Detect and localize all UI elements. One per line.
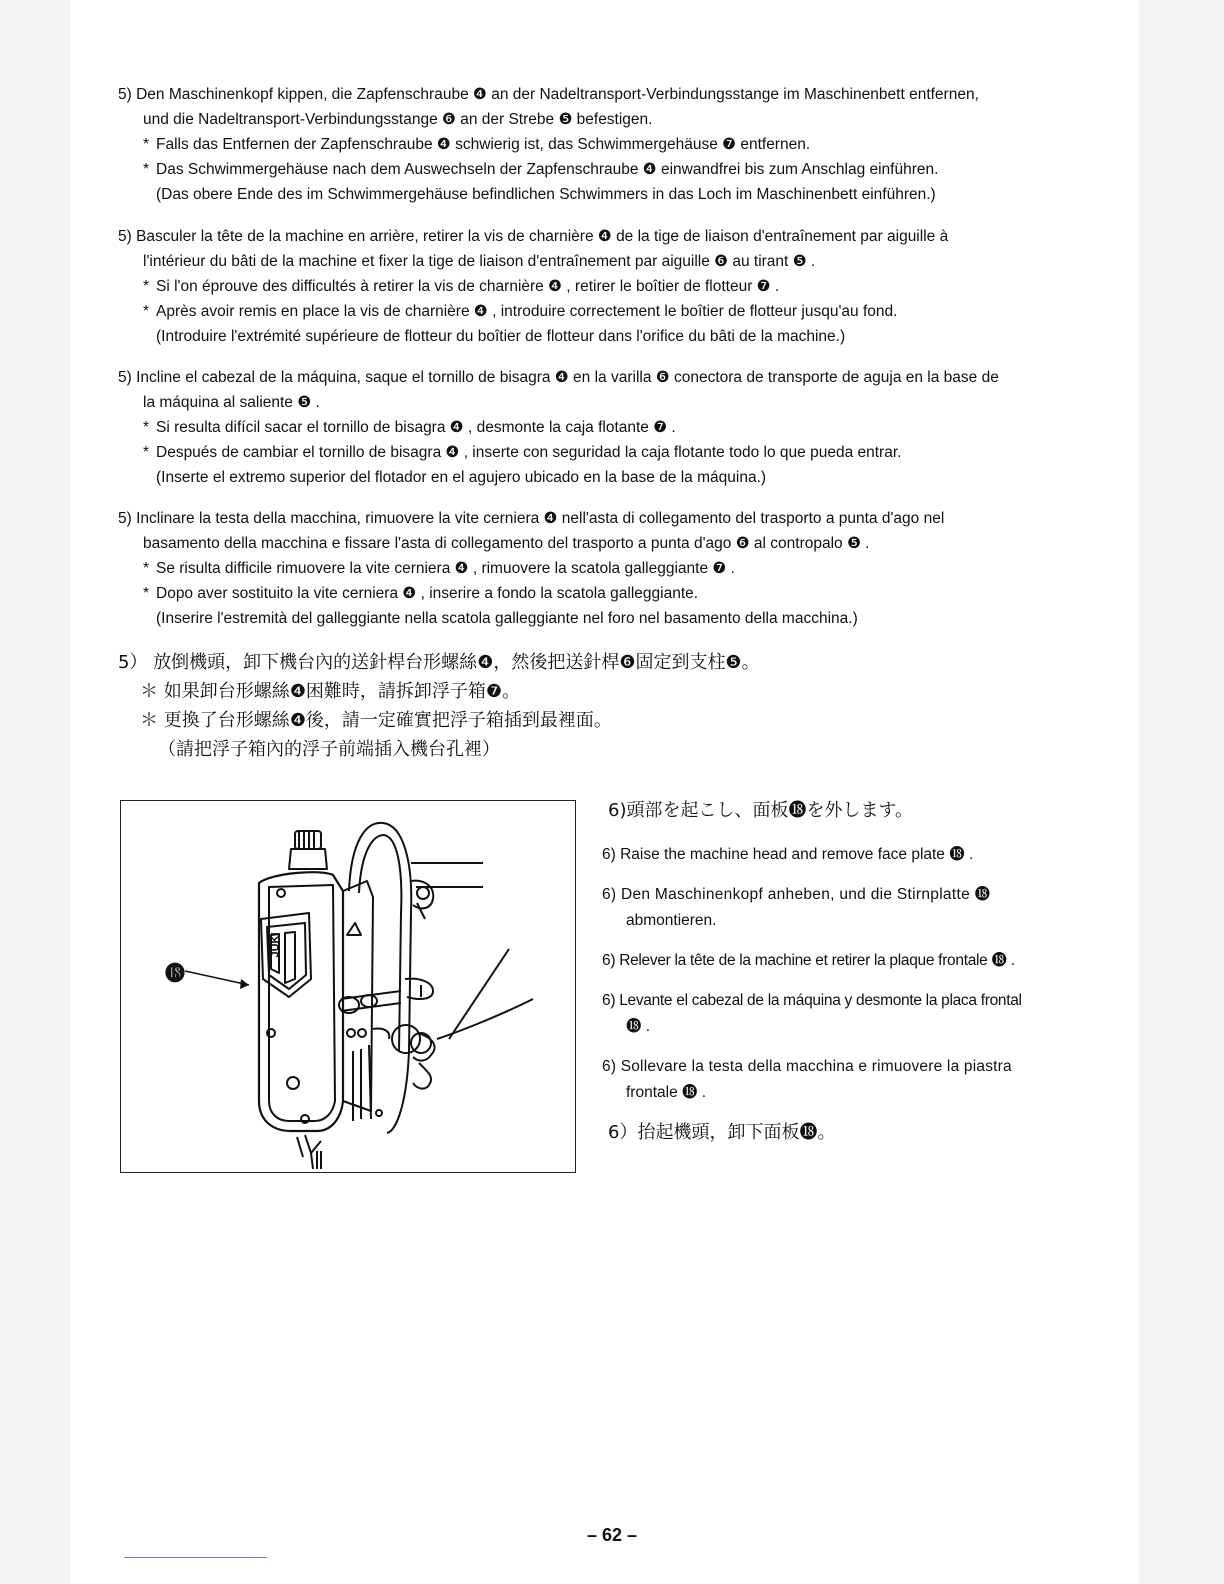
step6-zh: 6）抬起機頭，卸下面板⓲。 (608, 1122, 836, 1143)
step6-ja: 6)頭部を起こし、面板⓲を外します。 (608, 800, 914, 821)
section-french (118, 224, 1078, 349)
bullet-icon: * (143, 303, 150, 320)
step-line: 5) Basculer la tête de la machine en arrière, retirer la vis de charnière ❹ de la tige de liaison d'entraînement par aiguille à (118, 228, 949, 245)
bullet-line: ＊ 更換了台形螺絲❹後，請一定確實把浮子箱插到最裡面。 (140, 710, 612, 731)
step-line: 5) Incline el cabezal de la máquina, saque el tornillo de bisagra ❹ en la varilla ❻ conectora de transporte de aguja en la base de (118, 369, 999, 386)
machine-head-illustration (120, 800, 576, 1173)
step6-es-cont: ⓲ . (626, 1018, 651, 1035)
bullet-icon: * (143, 585, 150, 602)
bullet-icon: * (143, 136, 150, 153)
step6-en: 6) Raise the machine head and remove face plate ⓲ . (602, 846, 974, 863)
page-number: – 62 – (586, 1525, 638, 1545)
section-italian (118, 506, 1078, 631)
section-spanish (118, 365, 1078, 490)
step6-es: 6) Levante el cabezal de la máquina y desmonte la placa frontal (602, 992, 1022, 1009)
bullet-line: * Si resulta difícil sacar el tornillo de bisagra ❹ , desmonte la caja flotante ❼ . (118, 415, 1078, 440)
step6-fr: 6) Relever la tête de la machine et retirer la plaque frontale ⓲ . (602, 952, 1015, 969)
brand-logo-text: JUKI (269, 932, 282, 958)
bullet-icon: * (143, 161, 150, 178)
note-line: （請把浮子箱內的浮子前端插入機台孔裡） (158, 739, 500, 760)
step-line: basamento della macchina e fissare l'asta di collegamento del trasporto a punta d'ago ❻ al contropalo ❺ . (143, 535, 870, 552)
bullet-line: * Après avoir remis en place la vis de charnière ❹ , introduire correctement le boîtier de flotteur jusqu'au fond. (118, 299, 1078, 324)
section-german (118, 82, 1078, 207)
bullet-icon: * (143, 444, 150, 461)
step-line: und die Nadeltransport-Verbindungsstange ❻ an der Strebe ❺ befestigen. (143, 111, 653, 128)
section-chinese (118, 648, 760, 764)
step6-it: 6) Sollevare la testa della macchina e rimuovere la piastra (602, 1058, 1012, 1075)
bullet-icon: * (143, 560, 150, 577)
asterisk-icon: ＊ (140, 681, 158, 702)
bullet-icon: * (143, 419, 150, 436)
step-line: la máquina al saliente ❺ . (143, 394, 320, 411)
scan-edge-left (0, 0, 70, 1584)
sewing-machine-head-drawing (121, 801, 577, 1174)
footer-rule (124, 1557, 267, 1558)
bullet-line: * Si l'on éprouve des difficultés à retirer la vis de charnière ❹ , retirer le boîtier de flotteur ❼ . (118, 274, 1078, 299)
bullet-line: * Falls das Entfernen der Zapfenschraube ❹ schwierig ist, das Schwimmergehäuse ❼ entfernen. (118, 132, 1078, 157)
step6-de-cont: abmontieren. (626, 912, 717, 929)
note-line: (Introduire l'extrémité supérieure de flotteur du boîtier de flotteur dans l'orifice du bâti de la machine.) (156, 328, 846, 345)
step-line: 5) Inclinare la testa della macchina, rimuovere la vite cerniera ❹ nell'asta di collegamento del trasporto a punta d'ago nel (118, 510, 945, 527)
note-line: (Inserire l'estremità del galleggiante nella scatola galleggiante nel foro nel basamento della macchina.) (156, 610, 858, 627)
callout-label: ⓲ (165, 963, 185, 985)
step-line: 5) Den Maschinenkopf kippen, die Zapfenschraube ❹ an der Nadeltransport-Verbindungsstange im Maschinenbett entfernen, (118, 86, 979, 103)
bullet-line: ＊ 如果卸台形螺絲❹困難時，請拆卸浮子箱❼。 (140, 681, 521, 702)
asterisk-icon: ＊ (140, 710, 158, 731)
bullet-line: * Se risulta difficile rimuovere la vite cerniera ❹ , rimuovere la scatola galleggiante ❼ . (118, 556, 1078, 581)
bullet-line: * Después de cambiar el tornillo de bisagra ❹ , inserte con seguridad la caja flotante todo lo que pueda entrar. (118, 440, 1078, 465)
scan-edge-right (1139, 0, 1224, 1584)
bullet-line: * Dopo aver sostituito la vite cerniera ❹ , inserire a fondo la scatola galleggiante. (118, 581, 1078, 606)
step6-de: 6) Den Maschinenkopf anheben, und die Stirnplatte ⓲ (602, 886, 991, 903)
note-line: (Inserte el extremo superior del flotador en el agujero ubicado en la base de la máquina.) (156, 469, 767, 486)
note-line: (Das obere Ende des im Schwimmergehäuse befindlichen Schwimmers in das Loch im Maschinenbett einführen.) (156, 186, 936, 203)
step-line: 5） 放倒機頭，卸下機台內的送針桿台形螺絲❹，然後把送針桿❻固定到支柱❺。 (118, 652, 760, 673)
bullet-line: * Das Schwimmergehäuse nach dem Auswechseln der Zapfenschraube ❹ einwandfrei bis zum Anschlag einführen. (118, 157, 1078, 182)
step-line: l'intérieur du bâti de la machine et fixer la tige de liaison d'entraînement par aiguille ❻ au tirant ❺ . (143, 253, 816, 270)
bullet-icon: * (143, 278, 150, 295)
step6-it-cont: frontale ⓲ . (626, 1084, 707, 1101)
